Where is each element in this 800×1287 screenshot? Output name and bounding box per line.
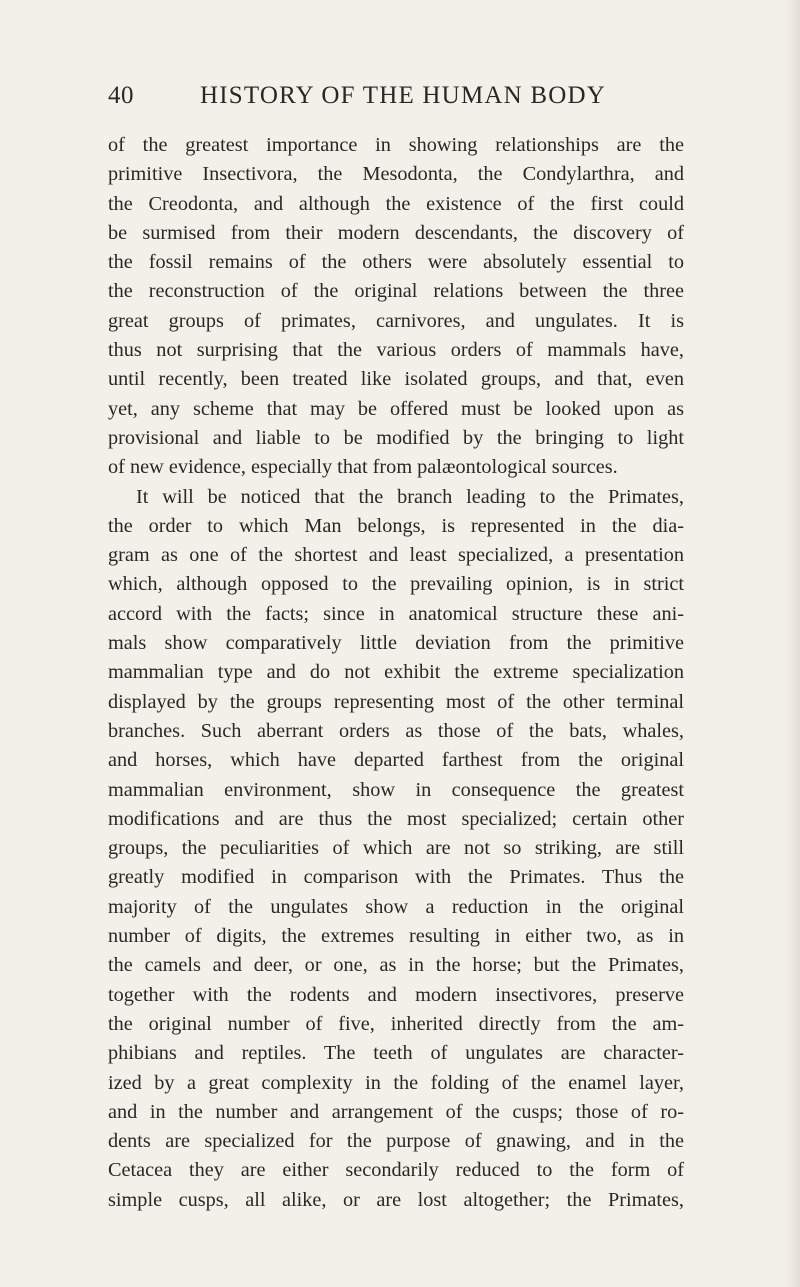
text-line: displayed by the groups representing most of the other terminal <box>108 690 684 713</box>
text-line: mammalian environment, show in consequence the greatest <box>108 778 684 801</box>
text-line: and horses, which have departed farthest from the original <box>108 749 684 772</box>
text-line: mals show comparatively little deviation from the primitive <box>108 632 684 655</box>
text-line: until recently, been treated like isolated groups, and that, even <box>108 368 684 391</box>
text-line: the Creodonta, and although the existence of the first could <box>108 192 684 215</box>
running-head <box>108 82 684 122</box>
text-line: the camels and deer, or one, as in the horse; but the Primates, <box>108 954 684 977</box>
text-line: of new evidence, especially that from palæontological sources. <box>108 456 618 479</box>
text-line: the reconstruction of the original relations between the three <box>108 280 684 303</box>
text-line: mammalian type and do not exhibit the extreme specialization <box>108 661 684 684</box>
text-line: provisional and liable to be modified by the bringing to light <box>108 426 684 449</box>
text-line: It will be noticed that the branch leading to the Primates, <box>136 485 684 508</box>
text-line: groups, the peculiarities of which are not so striking, are still <box>108 837 684 860</box>
text-line: great groups of primates, carnivores, and ungulates. It is <box>108 309 684 332</box>
text-line: branches. Such aberrant orders as those of the bats, whales, <box>108 719 684 742</box>
text-line: be surmised from their modern descendants, the discovery of <box>108 221 684 244</box>
text-line: ized by a great complexity in the folding of the enamel layer, <box>108 1071 684 1094</box>
text-line: yet, any scheme that may be offered must be looked upon as <box>108 397 684 420</box>
text-line: simple cusps, all alike, or are lost altogether; the Primates, <box>108 1188 684 1211</box>
text-line: accord with the facts; since in anatomical structure these ani- <box>108 602 684 625</box>
body-text <box>108 131 684 1215</box>
text-line: and in the number and arrangement of the cusps; those of ro- <box>108 1100 684 1123</box>
text-line: Cetacea they are either secondarily reduced to the form of <box>108 1159 684 1182</box>
text-line: the order to which Man belongs, is represented in the dia- <box>108 514 684 537</box>
text-line: dents are specialized for the purpose of gnawing, and in the <box>108 1130 684 1153</box>
running-title: HISTORY OF THE HUMAN BODY <box>200 82 606 109</box>
text-line: which, although opposed to the prevailing opinion, is in strict <box>108 573 684 596</box>
text-line: modifications and are thus the most specialized; certain other <box>108 807 684 830</box>
text-line: number of digits, the extremes resulting in either two, as in <box>108 925 684 948</box>
text-line: the original number of five, inherited directly from the am- <box>108 1012 684 1035</box>
text-line: primitive Insectivora, the Mesodonta, the Condylarthra, and <box>108 163 684 186</box>
page-number: 40 <box>108 82 134 109</box>
text-line: phibians and reptiles. The teeth of ungulates are character- <box>108 1042 684 1065</box>
text-line: greatly modified in comparison with the Primates. Thus the <box>108 866 684 889</box>
text-line: majority of the ungulates show a reduction in the original <box>108 895 684 918</box>
text-line: gram as one of the shortest and least specialized, a presentation <box>108 544 684 567</box>
text-line: the fossil remains of the others were absolutely essential to <box>108 251 684 274</box>
text-line: of the greatest importance in showing relationships are the <box>108 134 684 156</box>
text-line: together with the rodents and modern insectivores, preserve <box>108 983 684 1006</box>
page-edge-shadow <box>786 0 800 1287</box>
text-line: thus not surprising that the various orders of mammals have, <box>108 339 684 362</box>
